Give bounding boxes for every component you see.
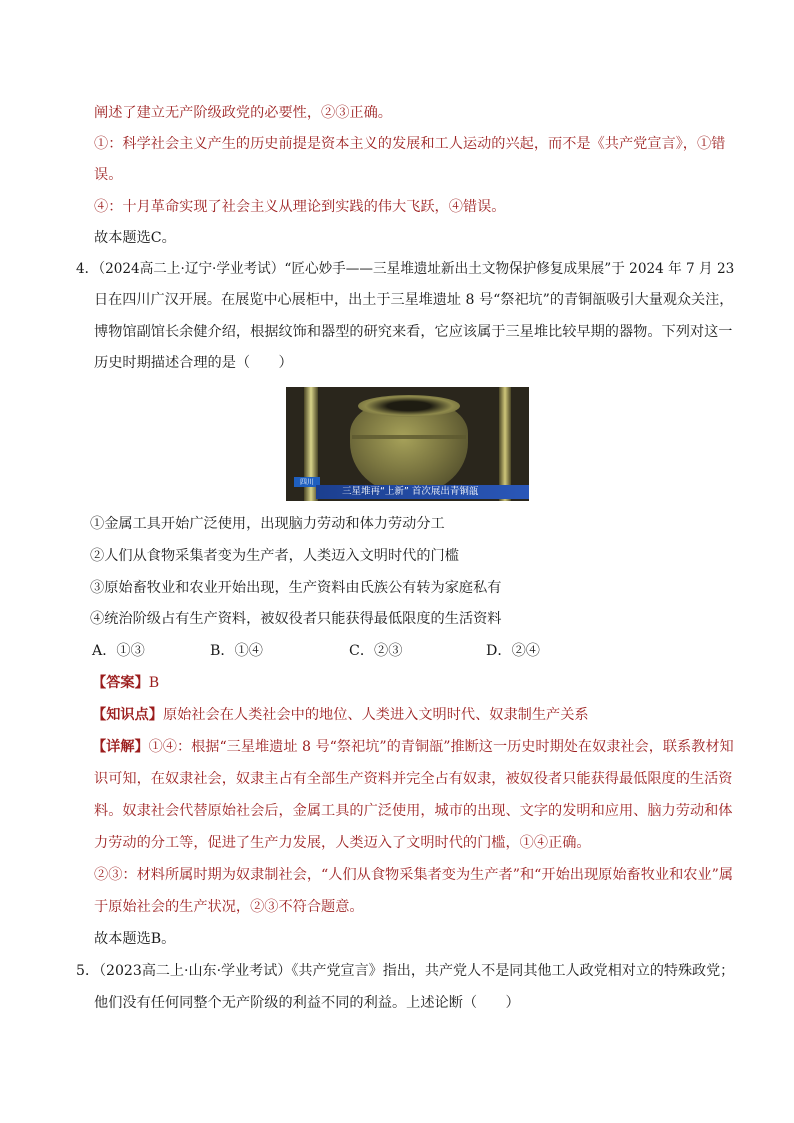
option-c: C．②③: [349, 643, 403, 659]
vessel-rim: [358, 395, 460, 417]
analysis-line-1: 阐述了建立无产阶级政党的必要性，②③正确。: [94, 105, 392, 121]
question-5-line-1: [76, 961, 734, 981]
detail-row-2: 识可知，在奴隶社会，奴隶主占有全部生产资料并完全占有奴隶，被奴役者只能获得最低限度的生活资: [94, 771, 733, 787]
question-text: （2023高二上·山东·学业考试）《共产党宣言》指出，共产党人不是同其他工人政党相对立的特殊政党；: [99, 963, 735, 979]
answer-label: 【答案】: [92, 675, 149, 691]
display-light-right: [499, 387, 511, 501]
vessel-band: [352, 435, 466, 439]
conclusion-q4: 故本题选B。: [94, 931, 176, 947]
question-4-line-3: 博物馆副馆长余健介绍，根据纹饰和器型的研究来看，它应该属于三星堆比较早期的器物。下列对这一: [94, 324, 733, 340]
photo-caption: 三星堆再“上新” 首次展出青铜瓿: [316, 485, 529, 499]
option-d: D．②④: [486, 643, 540, 659]
analysis-line-3: 误。: [94, 167, 123, 183]
detail-text: ①④：根据“三星堆遗址 8 号“祭祀坑”的青铜瓿”推断这一历史时期处在奴隶社会，联系教材知: [148, 739, 734, 755]
answer-value: B: [148, 675, 160, 691]
statement-2: ②人们从食物采集者变为生产者，人类迈入文明时代的门槛: [90, 548, 459, 564]
knowledge-text: 原始社会在人类社会中的地位、人类进入文明时代、奴隶制生产关系: [162, 707, 589, 723]
tv-logo: 四川: [294, 477, 320, 487]
knowledge-label: 【知识点】: [92, 707, 163, 723]
statement-1: ①金属工具开始广泛使用，出现脑力劳动和体力劳动分工: [90, 516, 445, 532]
question-5-line-2: 他们没有任何同整个无产阶级的利益不同的利益。上述论断（ ）: [94, 995, 520, 1011]
detail-row-1: [92, 737, 734, 757]
question-4-line-1: [76, 259, 734, 279]
statement-3: ③原始畜牧业和农业开始出现，生产资料由氏族公有转为家庭私有: [90, 580, 502, 596]
detail-row-3: 料。奴隶社会代替原始社会后，金属工具的广泛使用，城市的出现、文字的发明和应用、脑力劳动和体: [94, 803, 733, 819]
analysis-line-4: ④：十月革命实现了社会主义从理论到实践的伟大飞跃，④错误。: [94, 199, 506, 215]
conclusion-q3: 故本题选C。: [94, 230, 176, 246]
statement-4: ④统治阶级占有生产资料，被奴役者只能获得最低限度的生活资料: [90, 611, 502, 627]
bronze-vessel-photo: [286, 387, 529, 501]
answer-row: [92, 673, 159, 693]
question-number: 4．: [76, 261, 99, 277]
option-a: A．①③: [92, 643, 145, 659]
detail-row-4: 力劳动的分工等，促进了生产力发展，人类迈入了文明时代的门槛，①④正确。: [94, 835, 591, 851]
detail-label: 【详解】: [92, 739, 149, 755]
question-text: （2024高二上·辽宁·学业考试）“匠心妙手——三星堆遗址新出土文物保护修复成果展”于 2024 年 7 月 23: [98, 261, 735, 277]
question-4-line-4: 历史时期描述合理的是（ ）: [94, 355, 293, 371]
option-b: B．①④: [210, 643, 263, 659]
analysis-line-2: ①：科学社会主义产生的历史前提是资本主义的发展和工人运动的兴起，而不是《共产党宣言》，①错: [94, 136, 726, 152]
detail-row-5: ②③：材料所属时期为奴隶制社会，“人们从食物采集者变为生产者”和“开始出现原始畜牧业和农业”属: [94, 867, 734, 883]
question-4-line-2: 日在四川广汉开展。在展览中心展柜中，出土于三星堆遗址 8 号“祭祀坑”的青铜瓿吸引大量观众关注，: [94, 292, 734, 308]
knowledge-row: [92, 705, 589, 725]
question-number: 5．: [76, 963, 100, 979]
detail-row-6: 于原始社会的生产状况，②③不符合题意。: [94, 899, 364, 915]
